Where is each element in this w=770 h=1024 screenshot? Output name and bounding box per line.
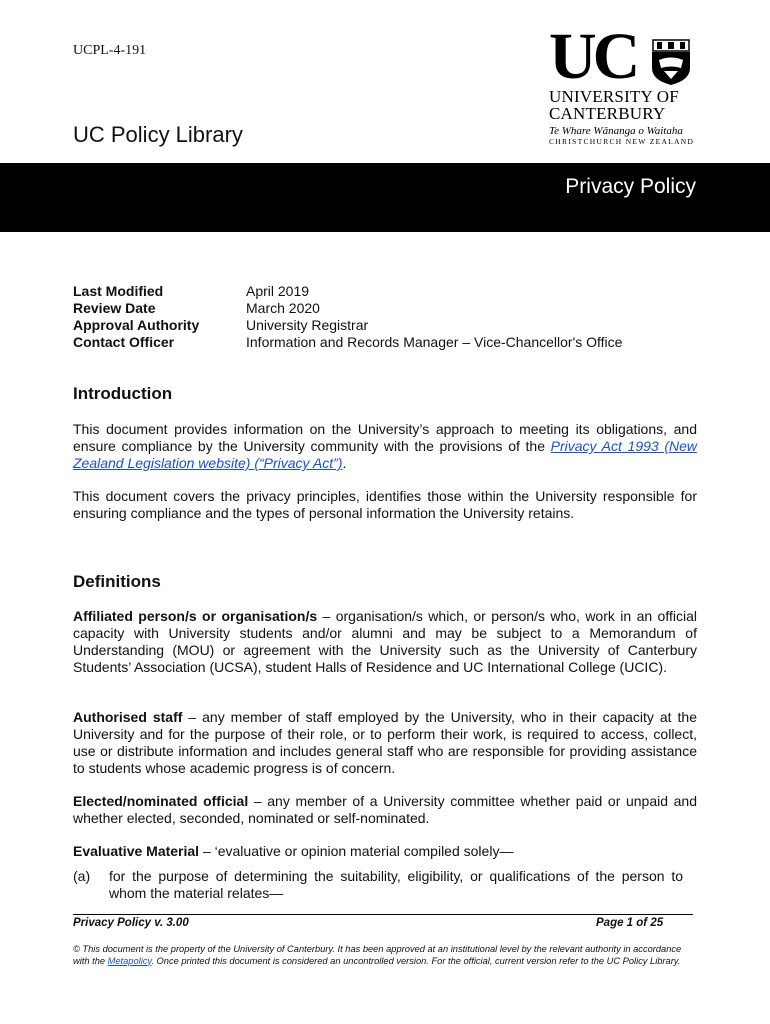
definition-item	[73, 793, 697, 827]
definition-text: – any member of a University committee whether paid or unpaid and whether elected, seconded, nominated or self-nominated.	[73, 793, 697, 826]
definition-item	[73, 709, 697, 777]
introduction-heading: Introduction	[73, 384, 173, 403]
metadata-value: March 2020	[246, 300, 320, 316]
library-title: UC Policy Library	[73, 122, 243, 147]
definition-text: – ‘evaluative or opinion material compiled solely—	[199, 843, 514, 859]
document-code: UCPL-4-191	[73, 43, 147, 58]
metadata-value: April 2019	[246, 283, 310, 299]
metapolicy-link[interactable]: Metapolicy	[107, 955, 152, 966]
metadata-row	[73, 283, 622, 300]
definition-sub-item	[73, 868, 697, 902]
university-logo	[549, 20, 699, 146]
metadata-row	[73, 317, 622, 334]
logo-letters: UC	[549, 20, 637, 93]
logo-maori-name: Te Whare Wānanga o Waitaha	[549, 125, 683, 137]
logo-line-1: UNIVERSITY OF	[549, 87, 679, 106]
disclaimer-text: © This document is the property of the University of Canterbury. It has been approved at an institutional level by the relevant authority in accordance with the	[73, 944, 682, 966]
introduction-paragraph-2: This document covers the privacy principles, identifies those within the University responsible for ensuring compliance and the types of personal information the University retains.	[73, 488, 697, 521]
metadata-key: Last Modified	[73, 283, 164, 299]
metadata-key: Review Date	[73, 300, 156, 316]
metadata-row	[73, 334, 622, 351]
sub-item-text: for the purpose of determining the suitability, eligibility, or qualifications of the person to whom the material relates—	[109, 868, 683, 901]
logo-line-2: CANTERBURY	[549, 104, 666, 123]
title-banner	[0, 163, 770, 232]
crest-icon	[649, 38, 693, 86]
footer-page-number: Page 1 of 25	[596, 917, 664, 929]
definition-term: Authorised staff	[73, 709, 183, 725]
metadata-table	[73, 283, 622, 351]
metadata-value: Information and Records Manager – Vice-Chancellor's Office	[246, 334, 623, 350]
introduction-text-end: .	[342, 455, 347, 471]
policy-title: Privacy Policy	[565, 175, 696, 198]
logo-city: CHRISTCHURCH NEW ZEALAND	[549, 137, 695, 146]
definitions-heading: Definitions	[73, 572, 161, 591]
metadata-row	[73, 300, 622, 317]
introduction-paragraph-1	[73, 421, 697, 472]
definition-term: Affiliated person/s or organisation/s	[73, 608, 318, 624]
metadata-key: Approval Authority	[73, 317, 200, 333]
definition-text: – organisation/s which, or person/s who, work in an official capacity with University students and/or alumni and may be subject to a Memorandum of Understanding (MOU) or agreement with the University such as the University of Canterbury Students’ Association (UCSA), student Halls of Residence and UC International College (UCIC).	[73, 608, 697, 675]
definition-term: Elected/nominated official	[73, 793, 249, 809]
definition-item	[73, 608, 697, 676]
footer-disclaimer	[73, 944, 697, 967]
definition-text: – any member of staff employed by the University, who in their capacity at the University and for the purpose of their role, or to perform their work, is required to access, collect, use or distribute information and includes general staff who are responsible for providing assistance to students whose academic progress is of concern.	[73, 709, 697, 776]
footer-version: Privacy Policy v. 3.00	[73, 917, 189, 929]
metadata-value: University Registrar	[246, 317, 369, 333]
disclaimer-text-end: . Once printed this document is considered an uncontrolled version. For the official, current version refer to the UC Policy Library.	[151, 955, 681, 966]
metadata-key: Contact Officer	[73, 334, 175, 350]
definition-item	[73, 843, 697, 860]
definition-term: Evaluative Material	[73, 843, 200, 859]
footer-divider	[73, 914, 693, 915]
privacy-act-link[interactable]: Privacy Act 1993 (New Zealand Legislation website) (“Privacy Act”)	[73, 438, 697, 471]
sub-item-marker: (a)	[73, 868, 91, 884]
introduction-text: This document provides information on the University’s approach to meeting its obligations, and ensure compliance by the University community with the provisions of the	[73, 421, 697, 454]
